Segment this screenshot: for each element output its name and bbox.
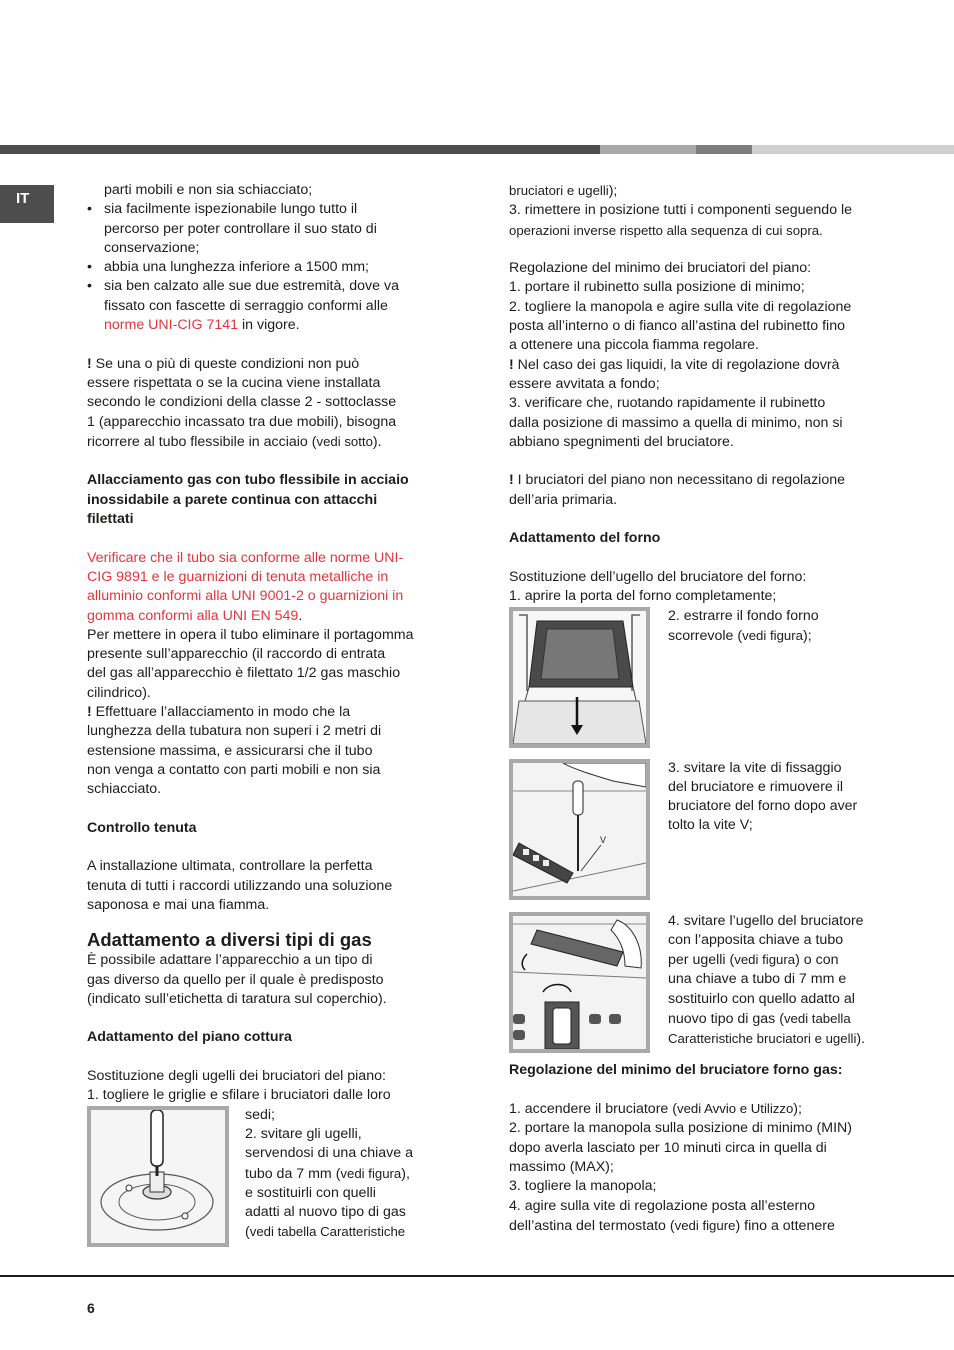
- text-line: tolto la vite V;: [668, 817, 753, 834]
- text-line: sia ben calzato alle sue due estremità, dove va: [104, 278, 399, 295]
- text-line: Sostituzione degli ugelli dei bruciatori del piano:: [87, 1068, 386, 1085]
- text-line: 3. rimettere in posizione tutti i componenti seguendo le: [509, 202, 853, 219]
- section-heading: inossidabile a parete continua con attacchi: [87, 491, 378, 508]
- figure-row: [509, 607, 884, 748]
- figure-row: [509, 912, 884, 1053]
- text-line: Per mettere in opera il tubo eliminare il portagomma: [87, 626, 414, 643]
- text-line: 3. svitare la vite di fissaggio: [668, 759, 842, 776]
- header-color-bar: [0, 145, 954, 154]
- text-line: del bruciatore e rimuovere il: [668, 778, 844, 795]
- right-column: [509, 181, 884, 1236]
- text-line: sedi;: [245, 1106, 275, 1123]
- text-line: sostituirlo con quello adatto al: [668, 990, 855, 1007]
- text-line: 1. accendere il bruciatore (vedi Avvio e Utilizzo);: [509, 1101, 802, 1118]
- header-bar-dark: [0, 145, 600, 154]
- left-column: [87, 181, 442, 1247]
- norm-reference-link: norme UNI-CIG 7141: [104, 317, 239, 334]
- text-line: 1. aprire la porta del forno completamente;: [509, 588, 777, 605]
- nozzle-wrench-figure: [509, 912, 650, 1053]
- header-bar-mid: [600, 145, 696, 154]
- text-line: abbiano spegnimenti del bruciatore.: [509, 433, 734, 450]
- text-line: del gas all’apparecchio è filettato 1/2 gas maschio: [87, 665, 401, 682]
- text-line: norme UNI-CIG 7141 in vigore.: [104, 317, 300, 334]
- section-heading: Adattamento del piano cottura: [87, 1029, 292, 1046]
- warning-icon: !: [509, 472, 514, 489]
- text-line: tenuta di tutti i raccordi utilizzando una soluzione: [87, 877, 393, 894]
- section-heading: Controllo tenuta: [87, 819, 197, 836]
- nozzle-wrench-illustration: [513, 916, 646, 1049]
- figure-caption: [650, 607, 819, 647]
- text-line: conservazione;: [104, 239, 200, 256]
- bullet-item: [87, 277, 442, 335]
- figure-caption: [650, 912, 865, 1050]
- warning-icon: !: [87, 704, 92, 721]
- text-line: dopo averla lasciato per 10 minuti circa in quella di: [509, 1139, 827, 1156]
- bullet-item: [87, 258, 442, 277]
- text-line: 3. verificare che, ruotando rapidamente il rubinetto: [509, 395, 826, 412]
- text-line: essere rispettata o se la cucina viene installata: [87, 374, 381, 391]
- text-line: presente sull’apparecchio (il raccordo di entrata: [87, 646, 386, 663]
- text-line: non venga a contatto con parti mobili e non sia: [87, 761, 381, 778]
- burner-nozzle-illustration: [91, 1110, 225, 1243]
- text-line: 2. svitare gli ugelli,: [245, 1125, 362, 1142]
- text-line: con l’apposita chiave a tubo: [668, 931, 844, 948]
- text-line: Sostituzione dell’ugello del bruciatore del forno:: [509, 568, 807, 585]
- text-line: posta all’interno o di fianco all’astina del rubinetto fino: [509, 318, 845, 335]
- text-line: scorrevole (vedi figura);: [668, 627, 812, 644]
- text-line: servendosi di una chiave a: [245, 1145, 413, 1162]
- footer-rule: [0, 1275, 954, 1277]
- burner-screw-illustration: [513, 763, 646, 896]
- text-line: gomma conformi alla UNI EN 549.: [87, 607, 303, 624]
- figure-label-v: V: [600, 834, 607, 845]
- text-line: ricorrere al tubo flessibile in acciaio (vedi sotto).: [87, 433, 382, 450]
- section-heading: Adattamento del forno: [509, 530, 661, 547]
- text-line: 1. portare il rubinetto sulla posizione di minimo;: [509, 279, 805, 296]
- text-line: cilindrico).: [87, 684, 151, 701]
- warning-line: ! Nel caso dei gas liquidi, la vite di regolazione dovrà: [509, 356, 840, 373]
- text-line: saponosa e mai una fiamma.: [87, 896, 270, 913]
- figure-row: [509, 759, 884, 900]
- chapter-heading: Adattamento a diversi tipi di gas: [87, 929, 372, 951]
- text-line: adatti al nuovo tipo di gas: [245, 1204, 406, 1221]
- warning-line: ! Effettuare l’allacciamento in modo che la: [87, 704, 351, 721]
- text-line: alluminio conformi alla UNI 9001-2 o guarnizioni in: [87, 588, 404, 605]
- text-line: tubo da 7 mm (vedi figura),: [245, 1165, 410, 1182]
- text-line: e sostituirli con quelli: [245, 1184, 376, 1201]
- oven-bottom-figure: [509, 607, 650, 748]
- warning-icon: !: [509, 356, 514, 373]
- text-line: bruciatore del forno dopo aver: [668, 798, 858, 815]
- text-line: gas diverso da quello per il quale è predisposto: [87, 971, 384, 988]
- section-heading: filettati: [87, 511, 134, 528]
- burner-nozzle-figure: [87, 1106, 229, 1247]
- text-line: (indicato sull’etichetta di taratura sul coperchio).: [87, 990, 387, 1007]
- page-number: 6: [87, 1300, 95, 1316]
- text-line: fissato con fascette di serraggio conformi alle: [104, 297, 388, 314]
- warning-line: ! I bruciatori del piano non necessitano di regolazione: [509, 472, 845, 489]
- text-line: abbia una lunghezza inferiore a 1500 mm;: [104, 259, 370, 276]
- text-line: 2. togliere la manopola e agire sulla vite di regolazione: [509, 298, 852, 315]
- burner-screw-figure: [509, 759, 650, 900]
- language-tab: IT: [0, 185, 54, 223]
- text-line: 3. togliere la manopola;: [509, 1178, 657, 1195]
- text-line: 2. portare la manopola sulla posizione di minimo (MIN): [509, 1120, 853, 1137]
- text-line: 4. svitare l’ugello del bruciatore: [668, 912, 864, 929]
- text-line: estensione massima, e assicurarsi che il tubo: [87, 742, 373, 759]
- text-line: A installazione ultimata, controllare la perfetta: [87, 858, 373, 875]
- figure-caption: [650, 759, 857, 836]
- text-line: lunghezza della tubatura non superi i 2 metri di: [87, 723, 382, 740]
- text-line: schiacciato.: [87, 781, 162, 798]
- text-line: essere avvitata a fondo;: [509, 375, 660, 392]
- text-line: sia facilmente ispezionabile lungo tutto il: [104, 201, 358, 218]
- text-line: CIG 9891 e le guarnizioni di tenuta metalliche in: [87, 568, 389, 585]
- section-heading: Regolazione del minimo del bruciatore forno gas:: [509, 1061, 843, 1078]
- text-line: una chiave a tubo di 7 mm e: [668, 971, 847, 988]
- bullet-dot: •: [87, 201, 92, 218]
- text-line: 2. estrarre il fondo forno: [668, 607, 819, 624]
- text-line: Verificare che il tubo sia conforme alle norme UNI-: [87, 549, 404, 566]
- bullet-dot: •: [87, 278, 92, 295]
- text-line: dell’astina del termostato (vedi figure) fino a ottenere: [509, 1217, 835, 1234]
- bullet-item: [87, 200, 442, 258]
- figure-row: [87, 1106, 442, 1247]
- text-line: dell’aria primaria.: [509, 491, 618, 508]
- text-line: (vedi tabella Caratteristiche: [245, 1224, 406, 1241]
- text-line: operazioni inverse rispetto alla sequenza di cui sopra.: [509, 222, 823, 238]
- figure-caption: [229, 1106, 413, 1243]
- text-line: nuovo tipo di gas (vedi tabella: [668, 1011, 851, 1028]
- text-line: Caratteristiche bruciatori e ugelli).: [668, 1031, 866, 1048]
- warning-line: ! Se una o più di queste condizioni non può: [87, 355, 360, 372]
- text-line: 1 (apparecchio incassato tra due mobili), bisogna: [87, 413, 397, 430]
- text-line: È possibile adattare l’apparecchio a un tipo di: [87, 952, 373, 969]
- bullet-dot: •: [87, 259, 92, 276]
- text-line: parti mobili e non sia schiacciato;: [104, 182, 313, 198]
- warning-icon: !: [87, 355, 92, 372]
- text-line: 1. togliere le griglie e sfilare i bruciatori dalle loro: [87, 1087, 391, 1104]
- oven-bottom-illustration: [513, 611, 646, 744]
- text-line: percorso per poter controllare il suo stato di: [104, 220, 377, 237]
- text-line: a ottenere una piccola fiamma regolare.: [509, 337, 759, 354]
- text-line: 4. agire sulla vite di regolazione posta all’esterno: [509, 1197, 816, 1214]
- text-line: per ugelli (vedi figura) o con: [668, 952, 839, 969]
- header-bar-dark2: [696, 145, 752, 154]
- text-line: Regolazione del minimo dei bruciatori del piano:: [509, 260, 812, 277]
- text-line: bruciatori e ugelli);: [509, 183, 618, 199]
- text-line: massimo (MAX);: [509, 1159, 614, 1176]
- header-bar-light: [752, 145, 954, 154]
- text-line: secondo le condizioni della classe 2 - sottoclasse: [87, 394, 397, 411]
- text-line: dalla posizione di massimo a quella di minimo, non si: [509, 414, 843, 431]
- section-heading: Allacciamento gas con tubo flessibile in acciaio: [87, 472, 409, 489]
